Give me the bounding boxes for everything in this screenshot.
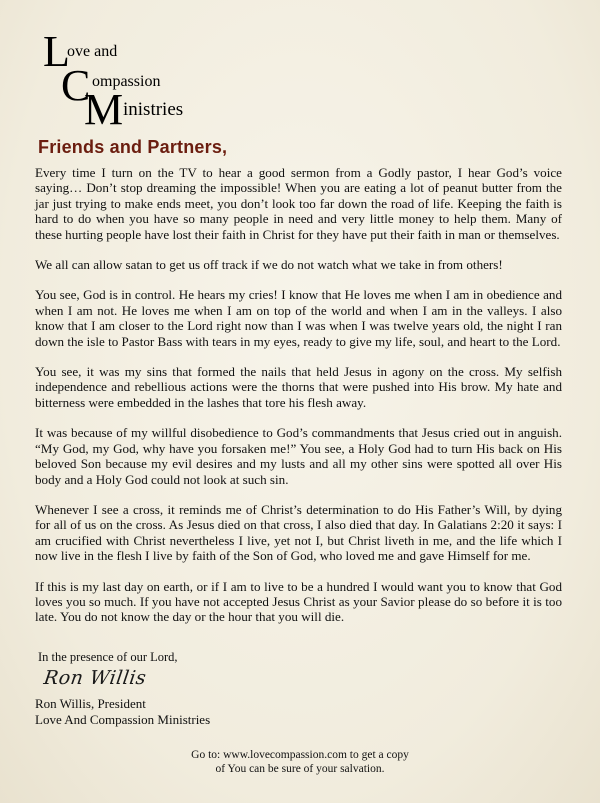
paragraph: You see, God is in control. He hears my cries! I know that He loves me when I am in obedience and when I am not. He loves me when I am on top of the world and when I am in the valleys. I also know that I am closer to the Lord right now than I was when I was twelve years old, the night I ran down the isle to Pastor Bass with tears in my eyes, ready to give my life, soul, and heart to the Lord. bbox=[35, 287, 562, 349]
paragraph: You see, it was my sins that formed the nails that held Jesus in agony on the cross. My selfish independence and rebellious actions were the thorns that were pushed into His brow. My hate and bitterness were embedded in the lashes that tore his flesh away. bbox=[35, 364, 562, 410]
paragraph: Every time I turn on the TV to hear a good sermon from a Godly pastor, I hear God’s voice saying… Don’t stop dreaming the impossible! When you are eating a lot of peanut butter from the jar just trying to make ends meet, you don’t look too far down the road of life. Keeping the faith is hard to do when you have so many people in need and very little money to help them. Many of these hurting people have lost their faith in Christ for they have put their faith in man or themselves. bbox=[35, 165, 562, 242]
letter-body bbox=[35, 165, 562, 640]
paragraph: If this is my last day on earth, or if I am to live to be a hundred I would want you to know that God loves you so much. If you have not accepted Jesus Christ as your Savior please do so before it is too late. You do not know the day or the hour that you will die. bbox=[35, 578, 562, 625]
logo-letter-c: C bbox=[61, 61, 91, 110]
logo-word-ministries: inistries bbox=[123, 99, 184, 120]
logo-word-compassion: ompassion bbox=[92, 73, 161, 90]
signer-organization: Love And Compassion Ministries bbox=[35, 711, 211, 727]
signer-block bbox=[35, 696, 210, 727]
paragraph: We all can allow satan to get us off track if we do not watch what we take in from others! bbox=[35, 257, 503, 273]
logo-letter-m: M bbox=[84, 85, 124, 134]
closing-line: In the presence of our Lord, bbox=[38, 650, 178, 664]
signer-name-title: Ron Willis, President bbox=[35, 696, 146, 711]
footer-line-1: Go to: www.lovecompassion.com to get a copy bbox=[191, 749, 409, 761]
logo-word-love-and: ove and bbox=[67, 43, 118, 60]
paragraph: It was because of my willful disobedience to God’s commandments that Jesus cried out in anguish. “My God, my God, why have you forsaken me!” You see, a Holy God had to turn His back on His beloved Son because my evil desires and my lusts and all my other sins were spotted all over His body and a Holy God could not look at such sin. bbox=[35, 425, 562, 487]
ministry-logo bbox=[34, 28, 234, 132]
paragraph: Whenever I see a cross, it reminds me of Christ’s determination to do His Father’s Will, by dying for all of us on the cross. As Jesus died on that cross, I also died that day. In Galatians 2:20 it says: I am crucified with Christ nevertheless I live, yet not I, but Christ liveth in me, and the life which I now live in the flesh I live by faith of the Son of God, who loved me and gave Himself for me. bbox=[35, 501, 562, 564]
logo-letter-l: L bbox=[43, 27, 70, 76]
footer-line-2: of You can be sure of your salvation. bbox=[215, 763, 385, 775]
handwritten-signature: Ron Willis bbox=[42, 667, 148, 689]
footer-note bbox=[0, 748, 600, 776]
letter-greeting: Friends and Partners, bbox=[38, 137, 228, 157]
